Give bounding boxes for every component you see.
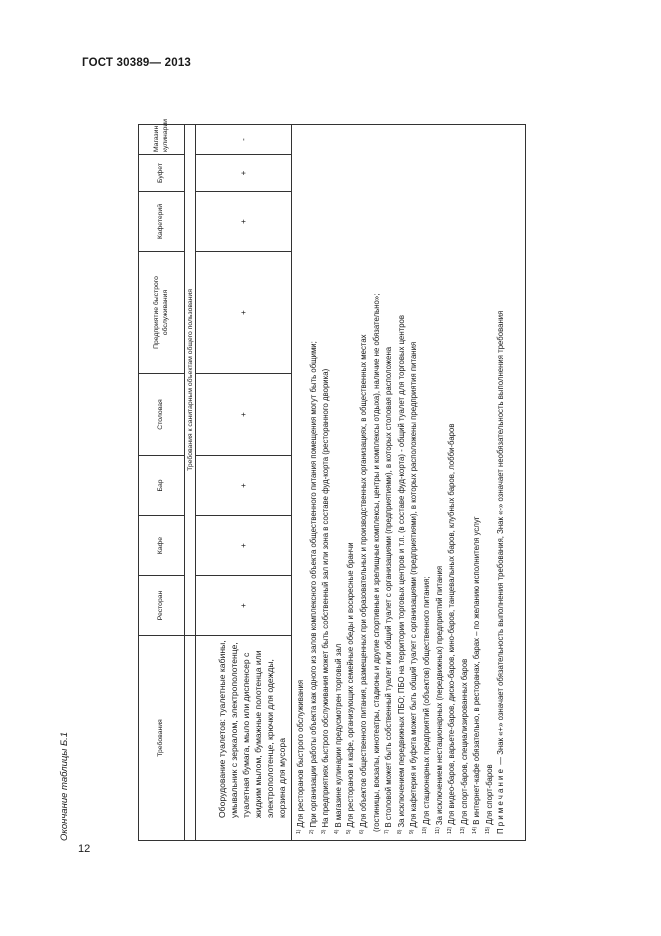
footnote-line [395,129,408,834]
footnote-text: Для ресторанов и кафе, организующих семейные обеды и воскресные бранчи [346,542,356,828]
value-buffet: + [196,155,292,192]
footnote-line [382,129,395,834]
footnote-mark: 10) [421,826,428,834]
table-remark [496,129,507,834]
footnote-line [407,129,420,834]
header-fast-food: Предприятие быстрого обслуживания [139,252,185,374]
value-cafe: + [196,516,292,576]
section-title: Требования к санитарным объектам общего пользования [185,125,196,636]
footnote-text: В магазине кулинарии предусмотрен торговый зал [333,643,343,828]
footnote-text: В интернет-кафе обязательно, в ресторанах, барах – по желанию исполнителя услуг [472,516,482,825]
footnote-mark: 4) [333,829,340,834]
header-buffet: Буфет [139,155,185,192]
header-bar: Бар [139,456,185,516]
footnote-text: (гостиницы, вокзалы, кинотеатры, стадионы и другие спортивные и зрелищные комплексы, центры и комплексы отдыха), наличие не обязательно»; [371,293,381,832]
footnote-line [307,129,320,834]
header-cafe: Кафе [139,516,185,576]
header-requirement: Требования [139,636,185,841]
table-caption: Окончание таблицы Б.1 [59,731,70,841]
value-culinary-shop: - [196,125,292,155]
page-number: 12 [78,843,91,855]
value-restaurant: + [196,576,292,636]
value-canteen: + [196,374,292,456]
footnote-text: Для кафетерия и буфета может быть общий туалет с организациями (предприятиями), в которых расположены предприятия питания [409,341,419,828]
rotated-table-area [59,119,505,841]
notes-cell [292,125,526,841]
footnote-mark: 9) [409,829,416,834]
header-restaurant: Ресторан [139,576,185,636]
header-cafeteria: Кафетерий [139,192,185,252]
footnote-line [332,129,345,834]
footnote-line [294,129,307,834]
remark-text: — Знак «+» означает обязательность выполнения требования, Знак «-» означает необязательность выполнения требования [495,310,505,767]
header-culinary-shop: Магазин кулинарии [139,125,185,155]
footnote-line [344,129,357,834]
footnote-line [458,129,471,834]
footnote-mark: 2) [308,829,315,834]
footnote-text: За исключением передвижных ПБО; ПБО на территории торговых центров и т.п. (в составе фуд-корта) - общий туалет для торговых центров [396,314,406,828]
footnote-text: Для спорт-баров [484,764,494,825]
footnote-line [357,129,370,834]
footnote-text: За исключением нестационарных (передвижных) предприятий питания [434,565,444,826]
footnote-text: Для ресторанов быстрого обслуживания [296,679,305,828]
footnote-text: При организации работы объекта как одного из залов комплексного объекта общественного питания помещения могут быть общими; [308,341,318,828]
footnotes-list [294,129,496,834]
requirement-cell: Оборудование туалетов: туалетные кабины, умывальник с зеркалом, электрополотенце, туалетная бумага, мыло или диспенсер с жидким мылом, бумажные полотенца или электрополотенце, крючки для одежды, корзина для мусора [196,636,292,841]
footnote-mark: 6) [358,829,365,834]
footnote-text: Для объектов общественного питания, размещенных при образовательных и производственных организациях, в общественных местах [358,334,368,828]
section-row [185,125,196,841]
footnote-line [319,129,332,834]
footnote-line [483,129,496,834]
footnote-mark: 8) [396,829,403,834]
header-row [139,125,185,841]
footnote-text: Для стационарных предприятий (объектов) общественного питания; [421,576,431,825]
standard-title: ГОСТ 30389— 2013 [82,57,192,69]
notes-row [292,125,526,841]
requirements-table [138,119,526,841]
footnote-mark: 1) [296,829,302,834]
footnote-mark: 5) [346,829,353,834]
footnote-text: Для спорт-баров, специализированных баров [459,658,469,825]
value-fast-food: + [196,252,292,374]
footnote-line [445,129,458,834]
footnote-line [433,129,446,834]
footnote-mark: 3) [321,829,328,834]
footnote-mark: 15) [484,826,491,834]
footnote-line [470,129,483,834]
footnote-text: На предприятиях быстрого обслуживания может быть собственный зал или зона в составе фуд-корта (ресторанного дворика) [321,368,331,828]
footnote-mark: 13) [459,826,466,834]
footnote-mark: 7) [384,829,391,834]
footnote-line [370,129,383,834]
value-bar: + [196,456,292,516]
empty-cell [185,636,196,841]
value-cafeteria: + [196,192,292,252]
footnote-text: В столовой может быть собственный туалет или общий туалет с организациями (предприятиями), в которых столовая расположена [384,346,394,828]
remark-label: Примечание [495,766,505,834]
footnote-mark: 12) [447,826,454,834]
footnote-mark: 11) [434,827,441,834]
footnote-line [420,129,433,834]
table-row [196,125,292,841]
header-canteen: Столовая [139,374,185,456]
footnote-text: Для видео-баров, варьете-баров, диско-баров, кино-баров, танцевальных баров, клубных баров, лобби-баров [447,423,457,825]
footnote-mark: 14) [472,826,479,834]
